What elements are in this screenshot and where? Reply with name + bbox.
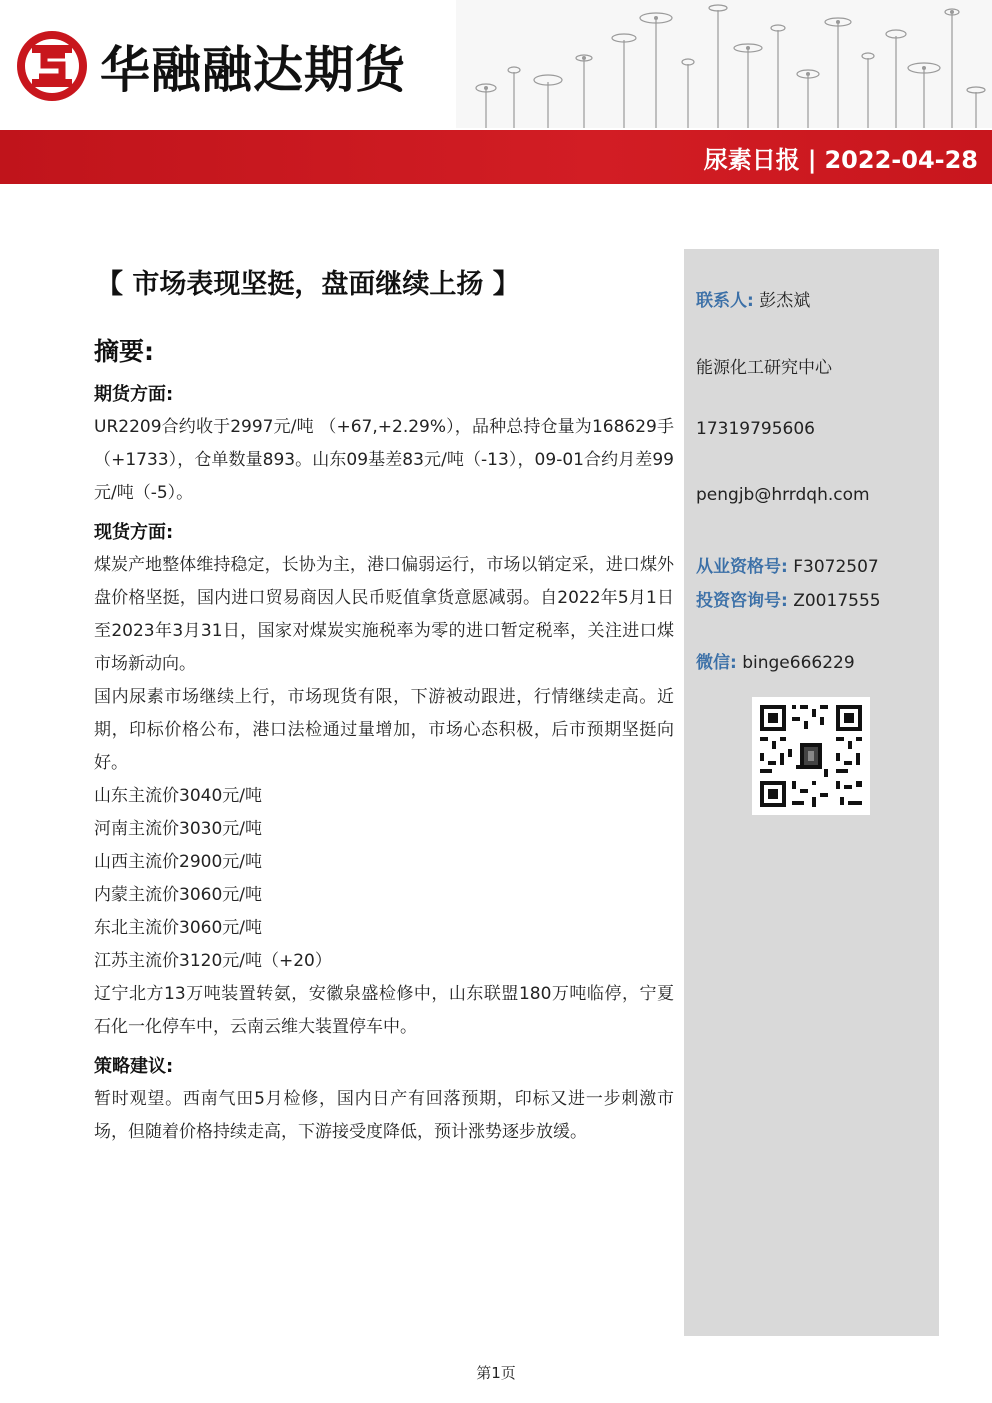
consulting-line <box>696 586 881 611</box>
spot-heading: 现货方面: <box>94 522 174 543</box>
consulting-number: Z0017555 <box>793 591 881 611</box>
email-address: pengjb@hrrdqh.com <box>696 485 870 505</box>
price-line-dongbei: 东北主流价3060元/吨 <box>94 918 262 938</box>
contact-name: 彭杰斌 <box>759 291 811 311</box>
report-type: 尿素日报 <box>703 146 800 174</box>
price-line-jiangsu: 江苏主流价3120元/吨（+20） <box>94 951 332 971</box>
strategy-heading: 策略建议: <box>94 1056 174 1077</box>
report-headline: 【 市场表现坚挺，盘面继续上扬 】 <box>96 269 520 300</box>
consulting-label: 投资咨询号: <box>696 591 788 611</box>
page-header <box>0 0 992 130</box>
wechat-qr-code <box>752 697 870 815</box>
plant-status-paragraph: 辽宁北方13万吨装置转氨，安徽泉盛检修中，山东联盟180万吨临停，宁夏石化一化停车中，云南云维大装置停车中。 <box>94 984 674 1037</box>
price-line-henan: 河南主流价3030元/吨 <box>94 819 262 839</box>
company-logo-icon <box>14 28 90 104</box>
phone-number: 17319795606 <box>696 419 815 439</box>
wechat-line <box>696 648 855 673</box>
price-line-neimeng: 内蒙主流价3060元/吨 <box>94 885 262 905</box>
report-body <box>94 378 674 1149</box>
page-number: 第1页 <box>476 1364 516 1382</box>
spot-paragraph: 煤炭产地整体维持稳定，长协为主，港口偏弱运行，市场以销定采，进口煤外盘价格坚挺，国内进口贸易商因人民币贬值拿货意愿减弱。自2022年5月1日至2023年3月31日，国家对煤炭实施税率为零的进口暂定税率，关注进口煤市场新动向。 <box>94 555 674 674</box>
spot-paragraph: 国内尿素市场继续上行，市场现货有限，下游被动跟进，行情继续走高。近期，印标价格公布，港口法检通过量增加，市场心态积极，后市预期坚挺向好。 <box>94 687 674 773</box>
price-line-shandong: 山东主流价3040元/吨 <box>94 786 262 806</box>
futures-paragraph: UR2209合约收于2997元/吨 （+67,+2.29%），品种总持仓量为168629手 （+1733），仓单数量893。山东09基差83元/吨（-13），09-01合约月差99元/吨（-5）。 <box>94 417 674 503</box>
futures-heading: 期货方面: <box>94 384 174 405</box>
title-separator: | <box>807 146 817 174</box>
wechat-id: binge666229 <box>742 653 855 673</box>
summary-title: 摘要: <box>94 337 154 366</box>
company-name: 华融融达期货 <box>100 41 406 99</box>
price-line-shanxi: 山西主流价2900元/吨 <box>94 852 262 872</box>
decorative-circles-graphic <box>456 0 992 128</box>
wechat-label: 微信: <box>696 653 737 673</box>
department: 能源化工研究中心 <box>696 358 832 378</box>
qualification-label: 从业资格号: <box>696 557 788 577</box>
strategy-paragraph: 暂时观望。西南气田5月检修，国内日产有回落预期，印标又进一步刺激市场，但随着价格持续走高，下游接受度降低，预计涨势逐步放缓。 <box>94 1089 674 1142</box>
report-title <box>704 140 978 175</box>
qualification-line <box>696 552 879 577</box>
contact-line <box>696 286 810 311</box>
qualification-number: F3072507 <box>793 557 879 577</box>
report-date: 2022-04-28 <box>824 146 978 174</box>
qr-code-icon <box>752 697 870 815</box>
contact-label: 联系人: <box>696 291 754 311</box>
